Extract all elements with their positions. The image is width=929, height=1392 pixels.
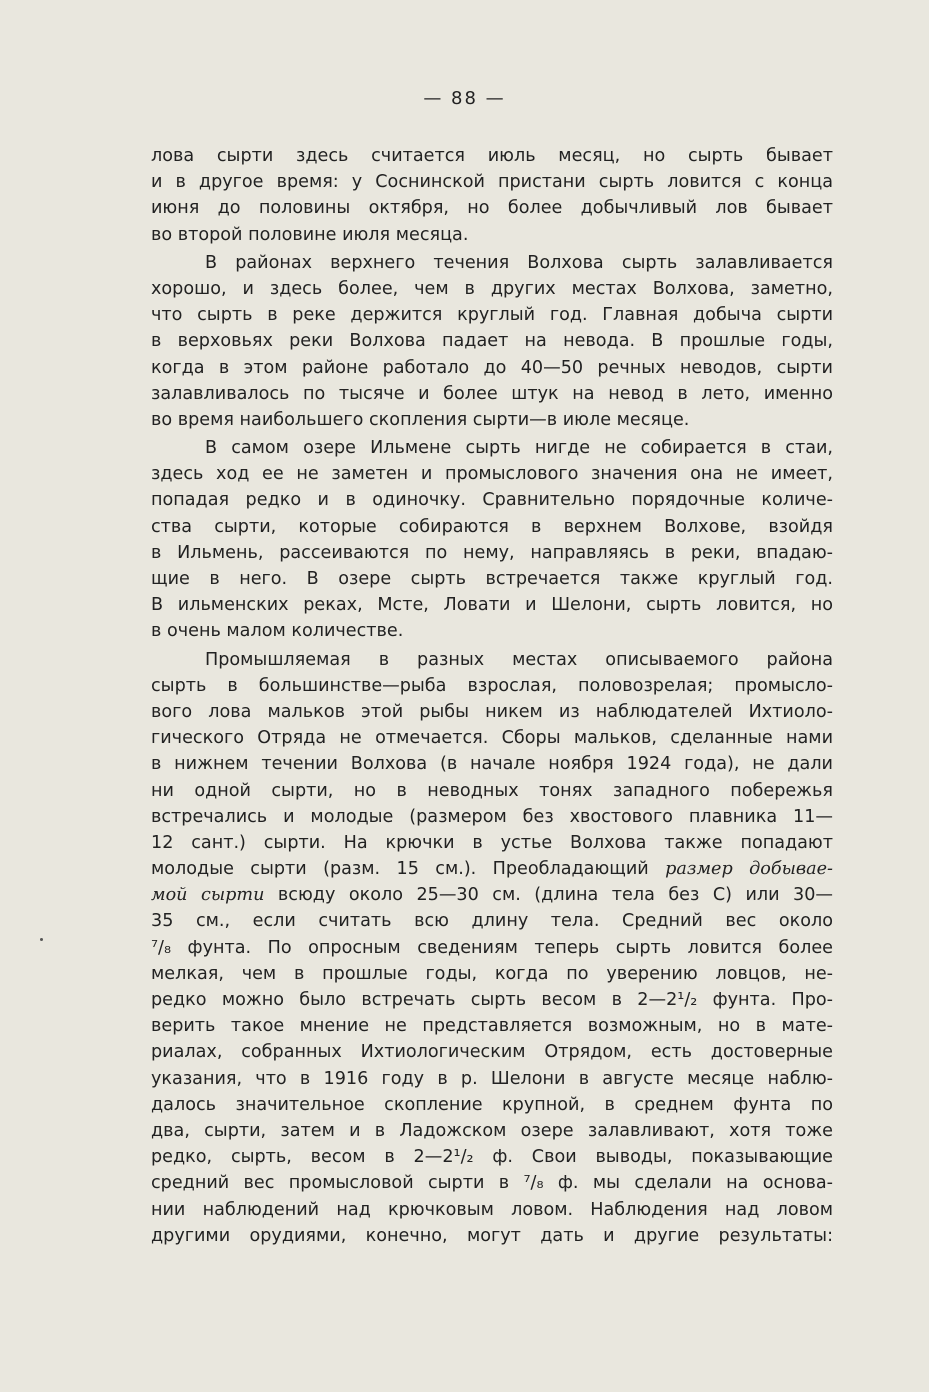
text-segment: далось значительное скопление крупной, в среднем фунта по (151, 1094, 833, 1115)
text-segment: Промышляемая в разных местах описываемого района (205, 649, 833, 670)
text-line (151, 328, 833, 354)
text-line (151, 276, 833, 302)
text-line (151, 540, 833, 566)
text-body (151, 143, 833, 1249)
text-line (151, 778, 833, 804)
text-segment: вого лова мальков этой рыбы никем из наблюдателей Ихтиоло- (151, 701, 833, 722)
text-segment: залавливалось по тысяче и более штук на невод в лето, именно (151, 383, 833, 404)
text-segment: в верховьях реки Волхова падает на невода. В прошлые годы, (151, 331, 833, 352)
text-line (151, 407, 833, 433)
text-line (151, 699, 833, 725)
text-line (151, 856, 833, 882)
text-line (151, 882, 833, 908)
text-segment: В ильменских реках, Мсте, Ловати и Шелони, сырть ловится, но (151, 595, 833, 616)
text-segment: нии наблюдений над крючковым ловом. Наблюдения над ловом (151, 1199, 833, 1220)
text-segment: в очень малом количестве. (151, 621, 404, 642)
text-segment: риалах, собранных Ихтиологическим Отрядом, есть достоверные (151, 1042, 833, 1063)
text-line (151, 751, 833, 777)
text-segment: щие в него. В озере сырть встречается также круглый год. (151, 569, 833, 589)
text-line (151, 435, 833, 461)
text-line (151, 195, 833, 221)
text-segment: указания, что в 1916 году в р. Шелони в августе месяце наблю- (151, 1068, 833, 1089)
text-segment: когда в этом районе работало до 40—50 речных неводов, сырти (151, 357, 833, 378)
text-segment: что сырть в реке держится круглый год. Главная добыча сырти (151, 305, 833, 326)
page-number: — 88 — (423, 88, 506, 109)
text-line (151, 1170, 833, 1196)
text-segment: лова сырти здесь считается июль месяц, но сырть бывает (151, 146, 833, 166)
italic-phrase: размер добывае- (665, 859, 833, 880)
text-line (151, 1066, 833, 1092)
text-segment: ства сырти, которые собираются в верхнем Волхове, взойдя (151, 516, 833, 537)
text-line (151, 592, 833, 618)
text-segment: редко, сырть, весом в 2—2¹/₂ ф. Свои выводы, показывающие (151, 1147, 833, 1168)
text-line (151, 1039, 833, 1065)
text-segment: В районах верхнего течения Волхова сырть залавливается (205, 252, 833, 273)
text-line (151, 830, 833, 856)
text-line (151, 487, 833, 513)
text-segment: в Ильмень, рассеиваются по нему, направляясь в реки, впадаю- (151, 542, 833, 563)
text-segment: ни одной сырти, но в неводных тонях западного побережья (151, 780, 833, 801)
text-segment: другими орудиями, конечно, могут дать и другие результаты: (151, 1225, 833, 1246)
text-line (151, 987, 833, 1013)
text-segment: хорошо, и здесь более, чем в других местах Волхова, заметно, (151, 278, 833, 299)
text-line (151, 566, 833, 592)
text-line (151, 461, 833, 487)
text-line (151, 673, 833, 699)
text-segment: и в другое время: у Соснинской пристани сырть ловится с конца (151, 172, 833, 193)
text-segment: во второй половине июля месяца. (151, 224, 469, 245)
text-line (151, 1197, 833, 1223)
text-segment: гического Отряда не отмечается. Сборы мальков, сделанные нами (151, 728, 833, 749)
text-line (151, 1223, 833, 1249)
text-line (151, 804, 833, 830)
text-line (151, 250, 833, 276)
text-line (151, 381, 833, 407)
text-line (151, 143, 833, 169)
text-line (151, 961, 833, 987)
text-segment: июня до половины октября, но более добычливый лов бывает (151, 198, 833, 219)
text-line (151, 1013, 833, 1039)
text-segment: В самом озере Ильмене сырть нигде не собирается в стаи, (205, 438, 833, 459)
text-line (151, 169, 833, 195)
text-line (151, 618, 833, 644)
text-line (151, 1144, 833, 1170)
text-line (151, 1118, 833, 1144)
text-segment: в нижнем течении Волхова (в начале ноября 1924 года), не дали (151, 754, 833, 775)
text-segment: средний вес промысловой сырти в ⁷/₈ ф. мы сделали на основа- (151, 1173, 833, 1194)
text-segment: два, сырти, затем и в Ладожском озере залавливают, хотя тоже (151, 1120, 833, 1141)
text-segment: молодые сырти (разм. 15 см.). Преобладающий (151, 859, 666, 880)
text-line (151, 725, 833, 751)
text-line (151, 647, 833, 673)
italic-phrase: мой сырти (151, 885, 265, 906)
text-line (151, 514, 833, 540)
text-segment: ⁷/₈ фунта. По опросным сведениям теперь сырть ловится более (151, 937, 833, 958)
text-segment: во время наибольшего скопления сырти—в июле месяце. (151, 409, 690, 430)
text-line (151, 1092, 833, 1118)
text-line (151, 908, 833, 934)
text-line (151, 302, 833, 328)
text-segment: всюду около 25—30 см. (длина тела без С) или 30— (264, 885, 833, 906)
text-segment: здесь ход ее не заметен и промыслового значения она не имеет, (151, 464, 833, 485)
text-segment: встречались и молодые (размером без хвостового плавника 11— (151, 806, 833, 827)
text-segment: редко можно было встречать сырть весом в 2—2¹/₂ фунта. Про- (151, 990, 833, 1010)
text-segment: 12 сант.) сырти. На крючки в устье Волхова также попадают (151, 832, 833, 853)
text-line (151, 222, 833, 248)
text-line (151, 935, 833, 961)
text-segment: 35 см., если считать всю длину тела. Средний вес около (151, 911, 833, 932)
text-segment: мелкая, чем в прошлые годы, когда по уверению ловцов, не- (151, 963, 833, 984)
print-speck (40, 938, 43, 941)
text-segment: попадая редко и в одиночку. Сравнительно порядочные количе- (151, 490, 833, 511)
text-line (151, 355, 833, 381)
text-segment: сырть в большинстве—рыба взрослая, половозрелая; промысло- (151, 675, 833, 696)
text-segment: верить такое мнение не представляется возможным, но в мате- (151, 1016, 833, 1037)
